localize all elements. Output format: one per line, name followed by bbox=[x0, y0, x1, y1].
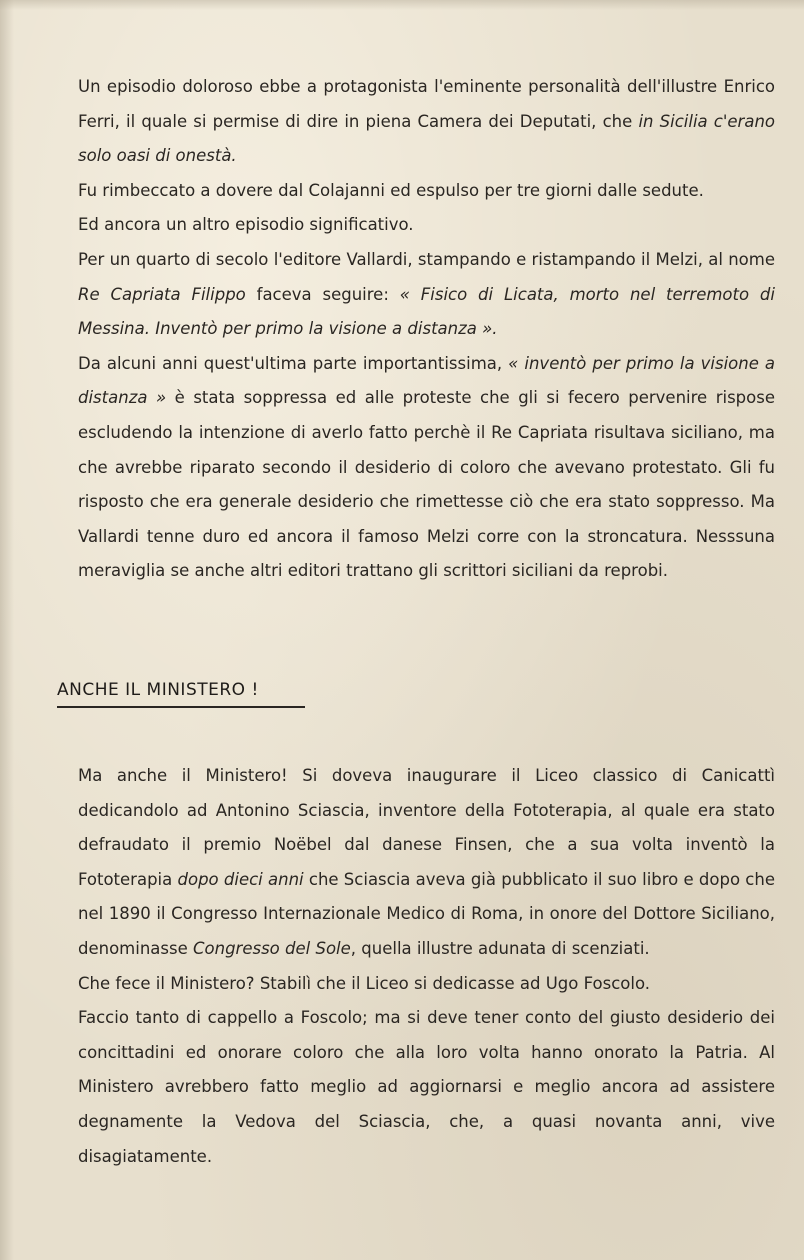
paragraph-vallardi: Per un quarto di secolo l'editore Vallardi, stampando e ristampando il Melzi, al nome Re Capriata Filippo faceva seguire: « Fisico di Licata, morto nel terremoto di Messina. Inventò per primo la visione a distanza ». bbox=[78, 249, 775, 339]
page-top-shadow bbox=[0, 0, 804, 10]
section-ministero bbox=[78, 759, 775, 1174]
section-heading: ANCHE IL MINISTERO ! bbox=[57, 680, 259, 700]
paragraph-altro-episodio: Ed ancora un altro episodio significativo. bbox=[78, 215, 414, 235]
paragraph-soppressa: Da alcuni anni quest'ultima parte importantissima, « inventò per primo la visione a distanza » è stata soppressa ed alle proteste che gli si fecero pervenire rispose escludendo la intenzione di averlo fatto perchè il Re Capriata risultava siciliano, ma che avrebbe riparato secondo il desiderio di coloro che avevano protestato. Gli fu risposto che era generale desiderio che rimettesse ciò che era stato soppresso. Ma Vallardi tenne duro ed ancora il famoso Melzi corre con la stroncatura. Nesssuna meraviglia se anche altri editori trattano gli scrittori siciliani da reprobi. bbox=[78, 353, 775, 581]
paragraph-foscolo: Che fece il Ministero? Stabilì che il Liceo si dedicasse ad Ugo Foscolo. bbox=[78, 973, 651, 993]
paragraph-liceo: Ma anche il Ministero! Si doveva inaugurare il Liceo classico di Canicattì dedicandolo ad Antonino Sciascia, inventore della Fototerapia, al quale era stato defraudato il premio Noëbel dal danese Finsen, che a sua volta inventò la Fototerapia dopo dieci anni che Sciascia aveva già pubblicato il suo libro e dopo che nel 1890 il Congresso Internazionale Medico di Roma, in onore del Dottore Siciliano, denominasse Congresso del Sole, quella illustre adunata di scenziati. bbox=[78, 766, 775, 958]
italic-quote-inventò: « inventò per primo la visione a distanza » bbox=[78, 353, 775, 408]
italic-name-capriata: Re Capriata Filippo bbox=[78, 284, 246, 304]
section-episodes bbox=[78, 70, 775, 589]
italic-quote-oasi: in Sicilia c'erano solo oasi di onestà. bbox=[78, 111, 776, 166]
paragraph-ferri: Un episodio doloroso ebbe a protagonista l'eminente personalità dell'illustre Enrico Ferri, il quale si permise di dire in piena Camera dei Deputati, che in Sicilia c'erano solo oasi di onestà. bbox=[78, 77, 776, 166]
italic-quote-fisico: « Fisico di Licata, morto nel terremoto di Messina. Inventò per primo la visione a distanza ». bbox=[78, 284, 775, 339]
paragraph-cappello: Faccio tanto di cappello a Foscolo; ma si deve tener conto del giusto desiderio dei concittadini ed onorare coloro che alla loro volta hanno onorato la Patria. Al Ministero avrebbero fatto meglio ad aggiornarsi e meglio ancora ad assistere degnamente la Vedova del Sciascia, che, a quasi novanta anni, vive disagiatamente. bbox=[78, 1008, 775, 1166]
heading-underline bbox=[57, 706, 305, 708]
paragraph-colajanni: Fu rimbeccato a dovere dal Colajanni ed espulso per tre giorni dalle sedute. bbox=[78, 180, 704, 200]
italic-congresso-del-sole: Congresso del Sole bbox=[193, 938, 351, 958]
page-edge-shadow bbox=[0, 0, 14, 1260]
italic-dopo-dieci-anni: dopo dieci anni bbox=[177, 869, 304, 889]
